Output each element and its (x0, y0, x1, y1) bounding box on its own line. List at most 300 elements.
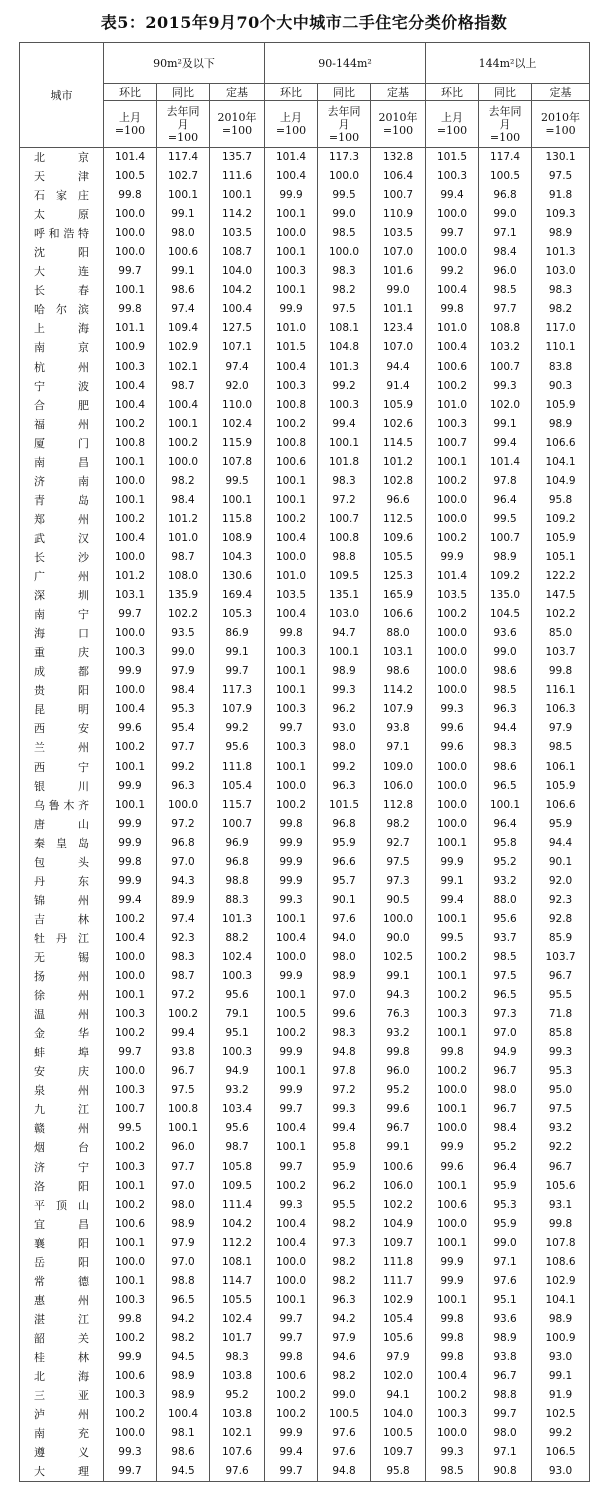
value-cell: 109.3 (532, 205, 590, 224)
value-cell: 101.0 (265, 567, 318, 586)
value-cell: 100.3 (265, 262, 318, 281)
value-cell: 106.6 (371, 605, 426, 624)
value-cell: 99.0 (479, 205, 532, 224)
value-cell: 100.7 (318, 510, 371, 529)
value-cell: 104.9 (371, 1215, 426, 1234)
value-cell: 106.4 (371, 167, 426, 186)
value-cell: 97.9 (532, 719, 590, 738)
city-cell: 桂 林 (20, 1348, 104, 1367)
value-cell: 99.2 (426, 262, 479, 281)
value-cell: 100.4 (426, 338, 479, 357)
value-cell: 105.1 (532, 548, 590, 567)
value-cell: 98.0 (479, 1424, 532, 1443)
value-cell: 95.5 (318, 1196, 371, 1215)
value-cell: 85.9 (532, 929, 590, 948)
value-cell: 107.0 (371, 243, 426, 262)
table-row (20, 377, 590, 396)
value-cell: 98.6 (479, 758, 532, 777)
city-cell: 泸 州 (20, 1405, 104, 1424)
value-cell: 102.0 (371, 1367, 426, 1386)
value-cell: 98.5 (479, 681, 532, 700)
value-cell: 99.9 (265, 300, 318, 319)
value-cell: 100.0 (104, 624, 157, 643)
value-cell: 99.9 (104, 1348, 157, 1367)
city-cell: 沈 阳 (20, 243, 104, 262)
table-row (20, 891, 590, 910)
value-cell: 97.1 (371, 738, 426, 757)
value-cell: 104.3 (210, 548, 265, 567)
value-cell: 99.8 (265, 815, 318, 834)
city-cell: 遵 义 (20, 1443, 104, 1462)
value-cell: 99.9 (265, 186, 318, 205)
value-cell: 98.0 (157, 224, 210, 243)
value-cell: 103.5 (210, 224, 265, 243)
value-cell: 95.9 (318, 834, 371, 853)
value-cell: 79.1 (210, 1005, 265, 1024)
value-cell: 100.4 (265, 929, 318, 948)
sub-header: 同比 (318, 84, 371, 101)
city-cell: 牡丹江 (20, 929, 104, 948)
value-cell: 100.7 (371, 186, 426, 205)
value-cell: 100.2 (265, 1405, 318, 1424)
value-cell: 104.0 (371, 1405, 426, 1424)
value-cell: 100.2 (265, 1177, 318, 1196)
city-cell: 吉 林 (20, 910, 104, 929)
table-row (20, 586, 590, 605)
value-cell: 100.0 (426, 681, 479, 700)
value-cell: 97.9 (318, 1329, 371, 1348)
value-cell: 105.4 (371, 1310, 426, 1329)
value-cell: 99.7 (265, 1329, 318, 1348)
value-cell: 97.6 (318, 1424, 371, 1443)
city-cell: 大 理 (20, 1462, 104, 1482)
value-cell: 97.6 (318, 910, 371, 929)
value-cell: 103.0 (532, 262, 590, 281)
value-cell: 97.3 (318, 1234, 371, 1253)
value-cell: 98.3 (318, 262, 371, 281)
value-cell: 99.6 (426, 1157, 479, 1176)
value-cell: 99.8 (426, 300, 479, 319)
value-cell: 98.8 (157, 1272, 210, 1291)
table-row (20, 224, 590, 243)
value-cell: 100.1 (104, 1272, 157, 1291)
value-cell: 100.6 (371, 1157, 426, 1176)
value-cell: 100.4 (104, 929, 157, 948)
value-cell: 99.9 (265, 1081, 318, 1100)
table-row (20, 319, 590, 338)
value-cell: 100.0 (104, 548, 157, 567)
value-cell: 96.2 (318, 700, 371, 719)
table-row (20, 967, 590, 986)
table-title: 表5：2015年9月70个大中城市二手住宅分类价格指数 (100, 13, 508, 32)
table-row (20, 1157, 590, 1176)
value-cell: 100.1 (265, 1138, 318, 1157)
value-cell: 103.2 (479, 338, 532, 357)
value-cell: 99.1 (532, 1367, 590, 1386)
value-cell: 100.8 (265, 434, 318, 453)
base-header: 上月=100 (265, 101, 318, 148)
value-cell: 107.0 (371, 338, 426, 357)
value-cell: 94.7 (318, 624, 371, 643)
base-header: 去年同月=100 (479, 101, 532, 148)
value-cell: 97.4 (210, 358, 265, 377)
table-row (20, 1386, 590, 1405)
value-cell: 100.2 (426, 529, 479, 548)
value-cell: 94.1 (371, 1386, 426, 1405)
value-cell: 102.0 (479, 396, 532, 415)
table-row (20, 186, 590, 205)
value-cell: 115.8 (210, 510, 265, 529)
value-cell: 109.2 (532, 510, 590, 529)
value-cell: 94.4 (479, 719, 532, 738)
value-cell: 98.7 (157, 377, 210, 396)
value-cell: 101.7 (210, 1329, 265, 1348)
city-cell: 南 昌 (20, 453, 104, 472)
value-cell: 95.1 (210, 1024, 265, 1043)
base-header: 去年同月=100 (157, 101, 210, 148)
value-cell: 98.2 (318, 1272, 371, 1291)
value-cell: 99.0 (157, 643, 210, 662)
value-cell: 105.8 (210, 1157, 265, 1176)
value-cell: 100.1 (104, 758, 157, 777)
value-cell: 100.6 (426, 1196, 479, 1215)
value-cell: 97.9 (157, 1234, 210, 1253)
value-cell: 99.0 (318, 1386, 371, 1405)
value-cell: 99.6 (318, 1005, 371, 1024)
value-cell: 98.0 (479, 1081, 532, 1100)
value-cell: 100.2 (426, 948, 479, 967)
value-cell: 110.1 (532, 338, 590, 357)
value-cell: 100.4 (157, 396, 210, 415)
table-row (20, 1005, 590, 1024)
value-cell: 97.9 (371, 1348, 426, 1367)
value-cell: 92.2 (532, 1138, 590, 1157)
table-row (20, 700, 590, 719)
value-cell: 97.2 (157, 815, 210, 834)
table-row (20, 1024, 590, 1043)
value-cell: 95.8 (532, 491, 590, 510)
value-cell: 100.4 (265, 529, 318, 548)
value-cell: 100.1 (104, 491, 157, 510)
value-cell: 103.7 (532, 948, 590, 967)
value-cell: 100.3 (265, 643, 318, 662)
value-cell: 107.8 (210, 453, 265, 472)
value-cell: 99.7 (265, 1100, 318, 1119)
value-cell: 101.4 (265, 148, 318, 168)
value-cell: 97.4 (157, 300, 210, 319)
value-cell: 100.3 (426, 415, 479, 434)
value-cell: 95.0 (532, 1081, 590, 1100)
sub-header: 同比 (157, 84, 210, 101)
value-cell: 97.7 (157, 738, 210, 757)
value-cell: 100.0 (426, 243, 479, 262)
value-cell: 100.1 (104, 1234, 157, 1253)
value-cell: 99.8 (532, 662, 590, 681)
value-cell: 100.2 (426, 986, 479, 1005)
city-cell: 金 华 (20, 1024, 104, 1043)
value-cell: 98.9 (479, 1329, 532, 1348)
value-cell: 104.2 (210, 1215, 265, 1234)
table-row (20, 567, 590, 586)
value-cell: 110.0 (210, 396, 265, 415)
value-cell: 94.5 (157, 1462, 210, 1482)
value-cell: 98.2 (318, 1253, 371, 1272)
value-cell: 98.9 (479, 548, 532, 567)
value-cell: 100.4 (265, 1234, 318, 1253)
value-cell: 100.1 (265, 205, 318, 224)
value-cell: 100.1 (426, 967, 479, 986)
value-cell: 100.4 (265, 358, 318, 377)
value-cell: 99.8 (371, 1043, 426, 1062)
city-cell: 包 头 (20, 853, 104, 872)
value-cell: 98.4 (479, 243, 532, 262)
city-cell: 济 宁 (20, 1157, 104, 1176)
value-cell: 99.1 (157, 262, 210, 281)
value-cell: 96.7 (479, 1367, 532, 1386)
value-cell: 111.8 (210, 758, 265, 777)
value-cell: 99.9 (265, 1043, 318, 1062)
value-cell: 117.3 (318, 148, 371, 168)
city-cell: 秦皇岛 (20, 834, 104, 853)
value-cell: 100.8 (157, 1100, 210, 1119)
value-cell: 96.8 (157, 834, 210, 853)
value-cell: 100.1 (426, 1291, 479, 1310)
value-cell: 97.0 (157, 1177, 210, 1196)
value-cell: 99.6 (371, 1100, 426, 1119)
city-cell: 厦 门 (20, 434, 104, 453)
value-cell: 125.3 (371, 567, 426, 586)
table-row (20, 148, 590, 168)
city-cell: 长 沙 (20, 548, 104, 567)
value-cell: 105.9 (532, 777, 590, 796)
value-cell: 93.0 (532, 1348, 590, 1367)
value-cell: 98.7 (210, 1138, 265, 1157)
value-cell: 116.1 (532, 681, 590, 700)
value-cell: 103.5 (426, 586, 479, 605)
value-cell: 100.5 (479, 167, 532, 186)
value-cell: 97.0 (318, 986, 371, 1005)
value-cell: 98.2 (371, 815, 426, 834)
value-cell: 99.8 (104, 186, 157, 205)
value-cell: 100.4 (265, 167, 318, 186)
value-cell: 99.1 (426, 872, 479, 891)
table-row (20, 281, 590, 300)
table-row (20, 529, 590, 548)
value-cell: 99.9 (104, 834, 157, 853)
value-cell: 100.0 (104, 1253, 157, 1272)
value-cell: 123.4 (371, 319, 426, 338)
value-cell: 100.0 (426, 1119, 479, 1138)
city-cell: 合 肥 (20, 396, 104, 415)
value-cell: 101.3 (210, 910, 265, 929)
value-cell: 102.1 (210, 1424, 265, 1443)
value-cell: 103.1 (371, 643, 426, 662)
value-cell: 100.5 (318, 1405, 371, 1424)
table-row (20, 777, 590, 796)
value-cell: 100.0 (265, 548, 318, 567)
value-cell: 93.8 (157, 1043, 210, 1062)
city-cell: 重 庆 (20, 643, 104, 662)
value-cell: 102.4 (210, 415, 265, 434)
value-cell: 90.3 (532, 377, 590, 396)
value-cell: 100.6 (265, 1367, 318, 1386)
value-cell: 100.1 (157, 1119, 210, 1138)
value-cell: 105.9 (532, 529, 590, 548)
value-cell: 92.7 (371, 834, 426, 853)
value-cell: 104.9 (532, 472, 590, 491)
table-row (20, 681, 590, 700)
value-cell: 99.5 (318, 186, 371, 205)
value-cell: 102.9 (532, 1272, 590, 1291)
value-cell: 98.9 (532, 224, 590, 243)
value-cell: 108.7 (210, 243, 265, 262)
value-cell: 96.7 (479, 1062, 532, 1081)
value-cell: 107.9 (210, 700, 265, 719)
value-cell: 100.0 (265, 1272, 318, 1291)
table-row (20, 796, 590, 815)
value-cell: 94.6 (318, 1348, 371, 1367)
value-cell: 92.3 (532, 891, 590, 910)
value-cell: 99.7 (265, 1462, 318, 1482)
value-cell: 100.1 (265, 281, 318, 300)
table-row (20, 243, 590, 262)
value-cell: 96.0 (371, 1062, 426, 1081)
value-cell: 98.4 (157, 491, 210, 510)
value-cell: 96.8 (210, 853, 265, 872)
city-cell: 襄 阳 (20, 1234, 104, 1253)
value-cell: 100.1 (210, 491, 265, 510)
value-cell: 103.5 (265, 586, 318, 605)
value-cell: 94.2 (157, 1310, 210, 1329)
value-cell: 100.4 (426, 281, 479, 300)
sub-header: 环比 (426, 84, 479, 101)
value-cell: 96.3 (318, 1291, 371, 1310)
value-cell: 96.5 (479, 777, 532, 796)
value-cell: 109.2 (479, 567, 532, 586)
value-cell: 100.7 (479, 358, 532, 377)
value-cell: 100.2 (157, 1005, 210, 1024)
value-cell: 100.2 (157, 434, 210, 453)
sub-header: 环比 (104, 84, 157, 101)
value-cell: 106.0 (371, 777, 426, 796)
value-cell: 99.4 (318, 415, 371, 434)
table-row (20, 1443, 590, 1462)
value-cell: 99.6 (426, 738, 479, 757)
value-cell: 101.5 (426, 148, 479, 168)
value-cell: 98.2 (157, 472, 210, 491)
value-cell: 104.8 (318, 338, 371, 357)
table-row (20, 1272, 590, 1291)
value-cell: 103.1 (104, 586, 157, 605)
value-cell: 117.0 (532, 319, 590, 338)
city-cell: 郑 州 (20, 510, 104, 529)
table-row (20, 491, 590, 510)
value-cell: 165.9 (371, 586, 426, 605)
value-cell: 97.2 (318, 491, 371, 510)
value-cell: 95.8 (371, 1462, 426, 1482)
value-cell: 97.6 (479, 1272, 532, 1291)
value-cell: 100.1 (265, 910, 318, 929)
value-cell: 107.9 (371, 700, 426, 719)
value-cell: 100.3 (104, 1386, 157, 1405)
value-cell: 100.3 (318, 396, 371, 415)
value-cell: 101.2 (157, 510, 210, 529)
value-cell: 90.5 (371, 891, 426, 910)
value-cell: 96.7 (157, 1062, 210, 1081)
value-cell: 100.2 (104, 1024, 157, 1043)
value-cell: 98.5 (318, 224, 371, 243)
value-cell: 135.9 (157, 586, 210, 605)
table-row (20, 453, 590, 472)
value-cell: 99.3 (318, 681, 371, 700)
value-cell: 94.8 (318, 1043, 371, 1062)
value-cell: 103.8 (210, 1405, 265, 1424)
value-cell: 100.2 (104, 1138, 157, 1157)
value-cell: 94.9 (210, 1062, 265, 1081)
value-cell: 100.1 (426, 910, 479, 929)
value-cell: 100.5 (371, 1424, 426, 1443)
sub-header: 同比 (479, 84, 532, 101)
value-cell: 101.1 (104, 319, 157, 338)
value-cell: 99.1 (157, 205, 210, 224)
city-cell: 宁 波 (20, 377, 104, 396)
value-cell: 100.2 (426, 1062, 479, 1081)
value-cell: 101.0 (265, 319, 318, 338)
value-cell: 99.8 (426, 1348, 479, 1367)
value-cell: 101.1 (371, 300, 426, 319)
table-row (20, 910, 590, 929)
sub-header: 定基 (210, 84, 265, 101)
table-row (20, 300, 590, 319)
city-cell: 海 口 (20, 624, 104, 643)
value-cell: 100.0 (426, 758, 479, 777)
value-cell: 111.4 (210, 1196, 265, 1215)
value-cell: 109.5 (318, 567, 371, 586)
value-cell: 98.6 (157, 1443, 210, 1462)
value-cell: 100.9 (104, 338, 157, 357)
value-cell: 99.8 (104, 853, 157, 872)
value-cell: 99.4 (157, 1024, 210, 1043)
base-header: 2010年=100 (532, 101, 590, 148)
value-cell: 99.4 (426, 891, 479, 910)
value-cell: 96.3 (157, 777, 210, 796)
value-cell: 100.2 (104, 738, 157, 757)
value-cell: 105.9 (371, 396, 426, 415)
value-cell: 106.3 (532, 700, 590, 719)
value-cell: 94.9 (479, 1043, 532, 1062)
value-cell: 130.6 (210, 567, 265, 586)
value-cell: 98.9 (318, 967, 371, 986)
value-cell: 96.3 (318, 777, 371, 796)
value-cell: 112.8 (371, 796, 426, 815)
value-cell: 100.3 (104, 1291, 157, 1310)
value-cell: 100.4 (104, 396, 157, 415)
value-cell: 101.2 (104, 567, 157, 586)
table-row (20, 1100, 590, 1119)
value-cell: 95.6 (210, 986, 265, 1005)
value-cell: 90.1 (318, 891, 371, 910)
value-cell: 97.5 (371, 853, 426, 872)
value-cell: 97.7 (157, 1157, 210, 1176)
value-cell: 100.0 (265, 224, 318, 243)
value-cell: 98.5 (532, 738, 590, 757)
value-cell: 95.2 (479, 1138, 532, 1157)
value-cell: 99.1 (479, 415, 532, 434)
table-row (20, 434, 590, 453)
value-cell: 98.2 (157, 1329, 210, 1348)
value-cell: 111.8 (371, 1253, 426, 1272)
value-cell: 100.0 (426, 1215, 479, 1234)
